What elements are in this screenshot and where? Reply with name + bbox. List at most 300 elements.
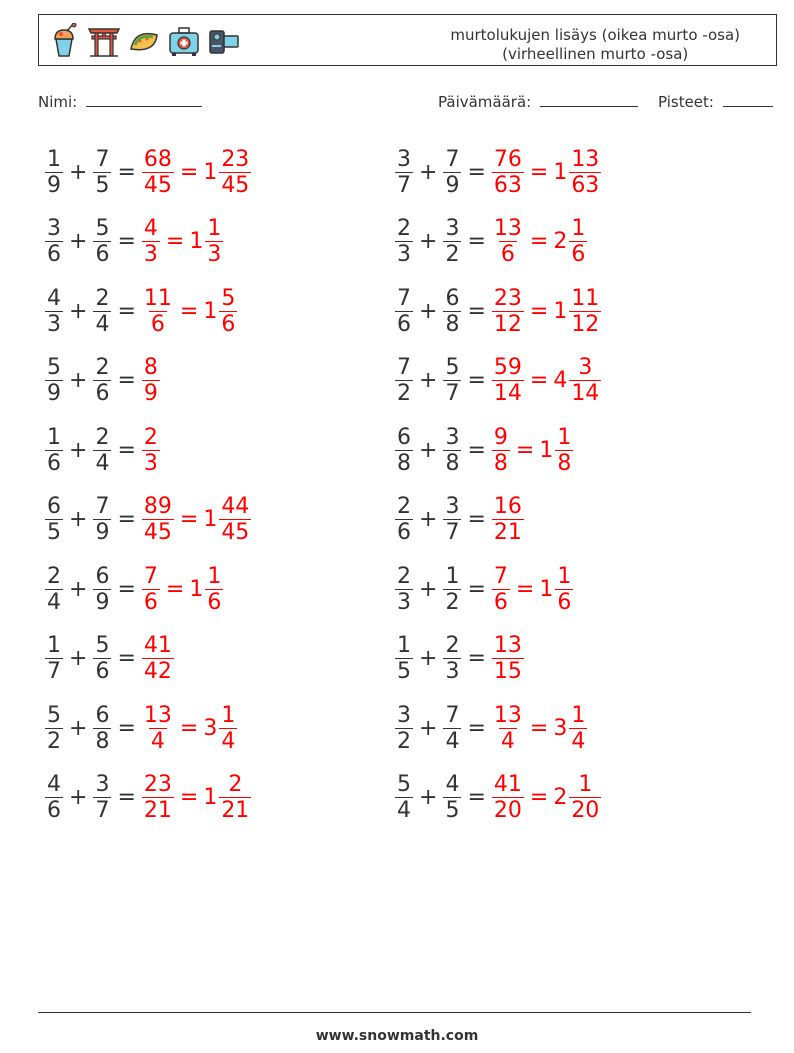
mixed-whole: 3 [553,715,568,741]
addend-1-numerator: 2 [397,216,411,241]
addend-1 [395,703,413,754]
addend-1-denominator: 2 [397,381,411,406]
addend-2-numerator: 2 [95,355,110,380]
name-blank[interactable] [86,92,202,107]
addend-1-denominator: 9 [47,381,61,406]
addend-2-denominator: 7 [445,520,460,545]
equals-sign-answer: = [179,298,199,324]
equals-sign-answer: = [529,785,549,810]
date-blank[interactable] [540,92,638,107]
addend-1 [45,494,63,545]
addend-1-numerator: 7 [397,355,411,380]
plus-sign: + [419,229,438,254]
equals-sign: = [467,159,486,185]
mixed-fraction [219,772,251,823]
equals-sign-answer: = [179,715,199,741]
improper-answer-denominator: 21 [493,520,522,545]
addend-2 [93,355,111,406]
improper-answer-denominator: 8 [493,450,508,476]
addend-2-numerator: 1 [445,563,460,589]
addend-1-numerator: 1 [47,633,61,658]
addend-1-denominator: 6 [47,798,61,823]
header-icons [47,21,241,61]
footer-divider [38,1012,751,1013]
addend-1-numerator: 7 [397,285,411,311]
equals-sign: = [117,576,136,602]
mixed-fraction-denominator: 6 [571,242,586,267]
first-aid-kit-icon [167,23,201,59]
mixed-whole: 3 [203,715,218,741]
mixed-fraction-numerator: 11 [571,285,600,311]
addend-2 [443,286,461,337]
addend-1-denominator: 3 [47,311,61,337]
addend-1-denominator: 7 [47,659,61,684]
addend-2 [443,703,461,754]
plus-sign: + [419,646,438,671]
improper-answer-numerator: 23 [493,285,522,311]
addend-1-numerator: 5 [397,772,411,797]
mixed-fraction-numerator: 13 [571,146,600,172]
addend-2-denominator: 8 [445,311,460,337]
mixed-whole: 2 [553,785,568,810]
improper-answer [492,703,524,754]
addend-2-numerator: 3 [445,216,460,241]
equals-sign-answer: = [515,437,535,463]
mixed-whole: 1 [203,785,218,810]
mixed-fraction [569,147,601,198]
mixed-fraction-numerator: 1 [571,216,586,241]
addend-2-numerator: 3 [445,494,460,519]
improper-answer-numerator: 16 [493,494,522,519]
addend-2 [93,633,111,684]
score-blank[interactable] [723,92,773,107]
equals-sign: = [117,646,136,671]
addend-1 [395,286,413,337]
improper-answer-numerator: 89 [143,494,172,519]
addend-1 [395,633,413,684]
addend-1-numerator: 6 [397,424,411,450]
mixed-fraction [219,147,251,198]
addend-2 [443,216,461,267]
mixed-fraction-numerator: 1 [557,424,572,450]
addend-2-denominator: 2 [445,242,460,267]
equals-sign-answer: = [515,576,535,602]
mixed-fraction-numerator: 2 [228,772,243,797]
equals-sign-answer: = [165,229,185,254]
addend-1 [395,147,413,198]
plus-sign: + [419,368,438,393]
problem-4 [394,210,588,274]
addend-2-numerator: 7 [95,146,110,172]
addend-1-denominator: 4 [397,798,411,823]
addend-2 [443,425,461,476]
improper-answer-denominator: 14 [493,381,522,406]
improper-answer-numerator: 11 [143,285,172,311]
addend-1-denominator: 5 [47,520,61,545]
improper-answer [492,147,524,198]
mixed-whole: 1 [553,298,568,324]
addend-2-denominator: 7 [445,381,460,406]
addend-1-numerator: 3 [47,216,61,241]
problem-9 [44,418,161,482]
torii-gate-icon [87,23,121,59]
equals-sign-answer: = [529,715,549,741]
mixed-whole: 4 [553,368,568,393]
equals-sign: = [117,159,136,185]
title-line-2: (virheellinen murto -osa) [502,45,689,63]
addend-2-denominator: 9 [95,589,110,615]
improper-answer-denominator: 12 [493,311,522,337]
mixed-fraction-numerator: 1 [207,216,222,241]
worksheet-title [450,26,740,64]
addend-1-denominator: 6 [47,450,61,476]
improper-answer [492,216,524,267]
improper-answer-denominator: 6 [500,242,515,267]
plus-sign: + [419,785,438,810]
equals-sign-answer: = [529,298,549,324]
addend-1-denominator: 8 [397,450,411,476]
addend-2-numerator: 3 [95,772,110,797]
score-label: Pisteet: [658,93,714,111]
improper-answer-numerator: 13 [493,216,522,241]
improper-answer-numerator: 41 [493,772,522,797]
mixed-whole: 1 [189,229,204,254]
equals-sign: = [467,298,486,324]
improper-answer-numerator: 13 [493,702,522,728]
improper-answer [492,425,510,476]
improper-answer-denominator: 6 [143,589,158,615]
addend-2-numerator: 7 [95,494,110,519]
addend-1-numerator: 1 [397,633,411,658]
mixed-fraction [569,216,587,267]
improper-answer [142,772,174,823]
addend-2-denominator: 9 [95,520,110,545]
plus-sign: + [69,437,88,463]
addend-1-denominator: 6 [397,520,411,545]
footer-url: www.snowmath.com [315,1028,479,1044]
addend-2 [93,147,111,198]
equals-sign: = [117,298,136,324]
addend-1 [395,355,413,406]
addend-2 [93,286,111,337]
mixed-fraction [205,216,223,267]
equals-sign: = [117,785,136,810]
mixed-fraction-denominator: 8 [557,450,572,476]
mixed-fraction [569,703,587,754]
addend-2 [443,355,461,406]
improper-answer-numerator: 7 [143,563,158,589]
addend-2-denominator: 3 [445,659,460,684]
mixed-fraction-numerator: 1 [221,702,236,728]
addend-1-numerator: 5 [47,355,61,380]
improper-answer-numerator: 2 [143,424,158,450]
improper-answer-numerator: 41 [143,633,172,658]
problem-19 [44,766,252,830]
improper-answer [142,494,174,545]
addend-2-denominator: 6 [95,381,110,406]
problem-12 [394,488,525,552]
improper-answer [142,633,174,684]
addend-2-denominator: 8 [95,728,110,754]
addend-2 [443,494,461,545]
problem-6 [394,279,602,343]
taco-icon [127,23,161,59]
addend-2-denominator: 6 [95,659,110,684]
improper-answer [142,703,174,754]
mixed-fraction [219,494,251,545]
addend-2 [93,425,111,476]
addend-2-numerator: 2 [445,633,460,658]
mixed-fraction-denominator: 14 [571,381,600,406]
problem-2 [394,140,602,204]
addend-2 [93,772,111,823]
mixed-fraction-numerator: 3 [578,355,593,380]
addend-1-denominator: 7 [397,172,411,198]
addend-1 [45,216,63,267]
plus-sign: + [419,437,438,463]
problem-13 [44,557,224,621]
problem-7 [44,349,161,413]
mixed-fraction [205,564,223,615]
addend-2-numerator: 5 [95,216,110,241]
addend-1-denominator: 4 [47,589,61,615]
video-camera-icon [207,23,241,59]
name-label: Nimi: [38,93,78,111]
addend-1-denominator: 2 [47,728,61,754]
addend-2-denominator: 4 [95,311,110,337]
improper-answer-numerator: 59 [493,355,522,380]
improper-answer-numerator: 76 [493,146,522,172]
addend-1 [45,564,63,615]
improper-answer-numerator: 13 [493,633,522,658]
improper-answer [492,633,524,684]
mixed-whole: 2 [553,229,568,254]
improper-answer-denominator: 4 [500,728,515,754]
addend-2-numerator: 6 [445,285,460,311]
improper-answer-denominator: 3 [143,242,158,267]
addend-2 [93,564,111,615]
addend-1-numerator: 2 [47,563,61,589]
improper-answer-numerator: 23 [143,772,172,797]
equals-sign: = [467,646,486,671]
addend-1-denominator: 6 [47,242,61,267]
improper-answer-denominator: 45 [143,172,172,198]
addend-2-denominator: 8 [445,450,460,476]
mixed-fraction-denominator: 12 [571,311,600,337]
addend-1 [395,216,413,267]
mixed-whole: 1 [203,159,218,185]
problem-15 [44,627,175,691]
equals-sign: = [467,437,486,463]
addend-2-numerator: 4 [445,772,460,797]
equals-sign: = [467,229,486,254]
addend-1-numerator: 5 [47,702,61,728]
addend-1-numerator: 6 [47,494,61,519]
problem-18 [394,696,588,760]
improper-answer-numerator: 68 [143,146,172,172]
addend-1-numerator: 3 [397,146,411,172]
equals-sign-answer: = [179,785,199,810]
addend-1-denominator: 9 [47,172,61,198]
mixed-fraction-denominator: 21 [221,798,250,823]
mixed-whole: 1 [203,507,218,532]
plus-sign: + [69,715,88,741]
mixed-fraction [219,286,237,337]
date-label: Päivämäärä: [438,93,532,111]
improper-answer-denominator: 4 [150,728,165,754]
addend-1-numerator: 1 [47,146,61,172]
addend-1 [395,425,413,476]
addend-2 [93,494,111,545]
plus-sign: + [419,159,438,185]
plus-sign: + [419,715,438,741]
improper-answer-numerator: 4 [143,216,158,241]
addend-2-denominator: 4 [445,728,460,754]
problem-3 [44,210,224,274]
improper-answer [142,147,174,198]
addend-2-numerator: 5 [445,355,460,380]
mixed-fraction-denominator: 6 [221,311,236,337]
addend-1-numerator: 4 [47,285,61,311]
addend-2-numerator: 7 [445,702,460,728]
improper-answer-denominator: 42 [143,659,172,684]
equals-sign-answer: = [179,507,199,532]
plus-sign: + [69,229,88,254]
plus-sign: + [419,298,438,324]
equals-sign: = [467,576,486,602]
plus-sign: + [69,507,88,532]
addend-1-numerator: 4 [47,772,61,797]
problem-17 [44,696,238,760]
addend-2 [443,772,461,823]
equals-sign: = [117,507,136,532]
addend-1 [45,633,63,684]
addend-1 [45,772,63,823]
plus-sign: + [69,646,88,671]
improper-answer-denominator: 45 [143,520,172,545]
name-field[interactable] [38,92,202,111]
improper-answer [142,216,160,267]
plus-sign: + [69,576,88,602]
mixed-fraction-denominator: 63 [571,172,600,198]
problem-1 [44,140,252,204]
improper-answer-denominator: 9 [143,381,158,406]
equals-sign-answer: = [165,576,185,602]
addend-1-numerator: 1 [47,424,61,450]
mixed-fraction [555,425,573,476]
addend-2-denominator: 6 [95,242,110,267]
addend-1-denominator: 3 [397,242,411,267]
problem-14 [394,557,574,621]
problem-16 [394,627,525,691]
improper-answer-denominator: 6 [493,589,508,615]
addend-1 [395,772,413,823]
mixed-fraction-denominator: 20 [571,798,600,823]
improper-answer-numerator: 8 [143,355,158,380]
equals-sign: = [117,715,136,741]
mixed-fraction [569,772,601,823]
equals-sign: = [467,785,486,810]
improper-answer [492,564,510,615]
problem-20 [394,766,602,830]
addend-1 [45,147,63,198]
improper-answer-denominator: 21 [143,798,172,823]
improper-answer [142,286,174,337]
mixed-fraction-numerator: 1 [557,563,572,589]
addend-2 [93,216,111,267]
addend-1 [45,355,63,406]
addend-1-denominator: 2 [397,728,411,754]
addend-2-numerator: 7 [445,146,460,172]
mixed-fraction-denominator: 6 [207,589,222,615]
addend-2-denominator: 9 [445,172,460,198]
mixed-fraction [569,286,601,337]
addend-2-denominator: 2 [445,589,460,615]
plus-sign: + [69,298,88,324]
addend-2-denominator: 7 [95,798,110,823]
mixed-whole: 1 [203,298,218,324]
date-field[interactable] [438,92,638,111]
plus-sign: + [419,576,438,602]
mixed-fraction-numerator: 1 [578,772,593,797]
improper-answer [492,286,524,337]
equals-sign: = [117,368,136,393]
addend-2 [443,147,461,198]
improper-answer [492,494,524,545]
improper-answer [142,564,160,615]
equals-sign-answer: = [529,229,549,254]
equals-sign: = [467,368,486,393]
addend-2-numerator: 6 [95,702,110,728]
mixed-whole: 1 [539,437,554,463]
addend-2-denominator: 5 [445,798,460,823]
score-field[interactable] [658,92,773,111]
equals-sign-answer: = [529,368,549,393]
mixed-whole: 1 [553,159,568,185]
mixed-fraction-denominator: 45 [221,520,250,545]
equals-sign-answer: = [529,159,549,185]
improper-answer [142,355,160,406]
improper-answer [142,425,160,476]
problem-10 [394,418,574,482]
addend-2-numerator: 2 [95,424,110,450]
addend-2 [443,633,461,684]
problem-8 [394,349,602,413]
mixed-fraction [569,355,601,406]
ice-cream-icon [47,23,81,59]
mixed-fraction [555,564,573,615]
addend-2-numerator: 2 [95,285,110,311]
addend-1 [45,286,63,337]
mixed-fraction-numerator: 44 [221,494,250,519]
equals-sign-answer: = [179,159,199,185]
addend-2-numerator: 3 [445,424,460,450]
addend-2-numerator: 6 [95,563,110,589]
addend-1-numerator: 3 [397,702,411,728]
equals-sign: = [117,437,136,463]
addend-1-denominator: 5 [397,659,411,684]
mixed-fraction-numerator: 1 [571,702,586,728]
problem-11 [44,488,252,552]
mixed-fraction-numerator: 5 [221,285,236,311]
improper-answer-denominator: 63 [493,172,522,198]
addend-1 [45,703,63,754]
improper-answer-numerator: 7 [493,563,508,589]
title-line-1: murtolukujen lisäys (oikea murto -osa) [450,26,740,44]
mixed-fraction-denominator: 6 [557,589,572,615]
plus-sign: + [69,159,88,185]
mixed-fraction-denominator: 4 [221,728,236,754]
